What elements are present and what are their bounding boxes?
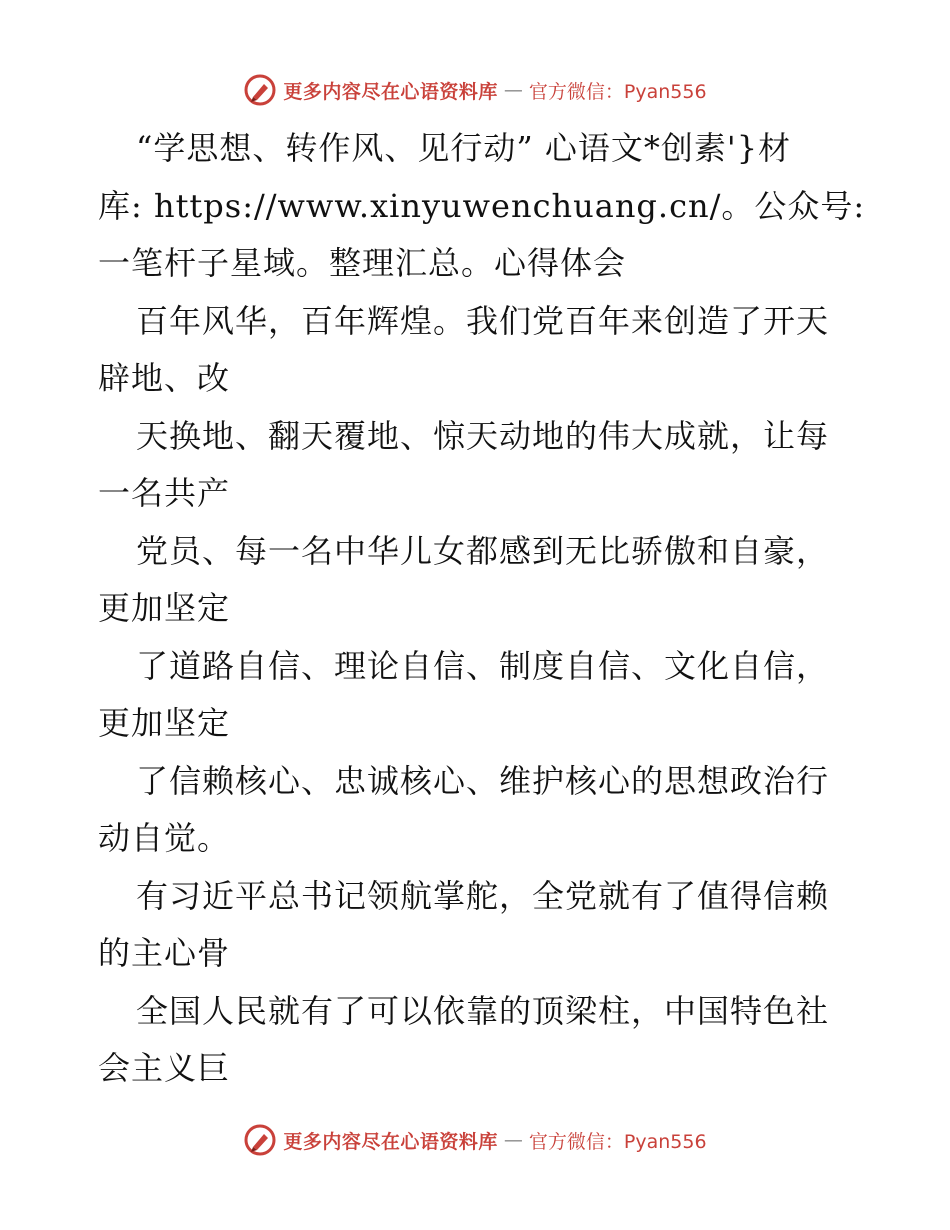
body-line-9: 更加坚定 (98, 589, 231, 627)
body-line-14: 有习近平总书记领航掌舵，全党就有了值得信赖 (136, 876, 830, 915)
body-line-6: 天换地、翻天覆地、惊天动地的伟大成就，让每 (136, 416, 830, 455)
banner-brand-text: 更多内容尽在心语资料库 (283, 1130, 498, 1153)
header-banner (0, 70, 950, 110)
body-line-12: 了信赖核心、忠诚核心、维护核心的思想政治行 (136, 761, 830, 800)
footer-banner (0, 1120, 950, 1160)
pen-logo-icon (243, 73, 277, 107)
body-line-2: 库: https://www.xinyuwenchuang.cn/。公众号: (98, 186, 866, 225)
body-line-8: 党员、每一名中华儿女都感到无比骄傲和自豪， (136, 531, 830, 570)
banner-contact-text: 官方微信：Pyan556 (528, 1130, 707, 1153)
body-line-7: 一名共产 (98, 474, 231, 512)
pen-logo-icon (243, 1123, 277, 1157)
body-line-15: 的主心骨 (98, 934, 231, 972)
body-line-13: 动自觉。 (98, 819, 231, 857)
body-line-10: 了道路自信、理论自信、制度自信、文化自信， (136, 646, 830, 685)
banner-separator: — (503, 79, 523, 101)
banner-separator: — (503, 1129, 523, 1151)
document-body (98, 120, 866, 1098)
body-line-1: “学思想、转作风、见行动” 心语文*创素'}材 (136, 129, 792, 167)
banner-contact-text: 官方微信：Pyan556 (528, 80, 707, 103)
body-line-5: 辟地、改 (98, 359, 231, 397)
body-line-16: 全国人民就有了可以依靠的顶梁柱，中国特色社 (136, 991, 830, 1030)
body-line-3: 一笔杆子星域。整理汇总。心得体会 (98, 244, 627, 282)
body-line-11: 更加坚定 (98, 704, 231, 742)
body-line-4: 百年风华，百年辉煌。我们党百年来创造了开天 (136, 301, 830, 340)
body-line-17: 会主义巨 (98, 1049, 231, 1087)
banner-brand-text: 更多内容尽在心语资料库 (283, 80, 498, 103)
